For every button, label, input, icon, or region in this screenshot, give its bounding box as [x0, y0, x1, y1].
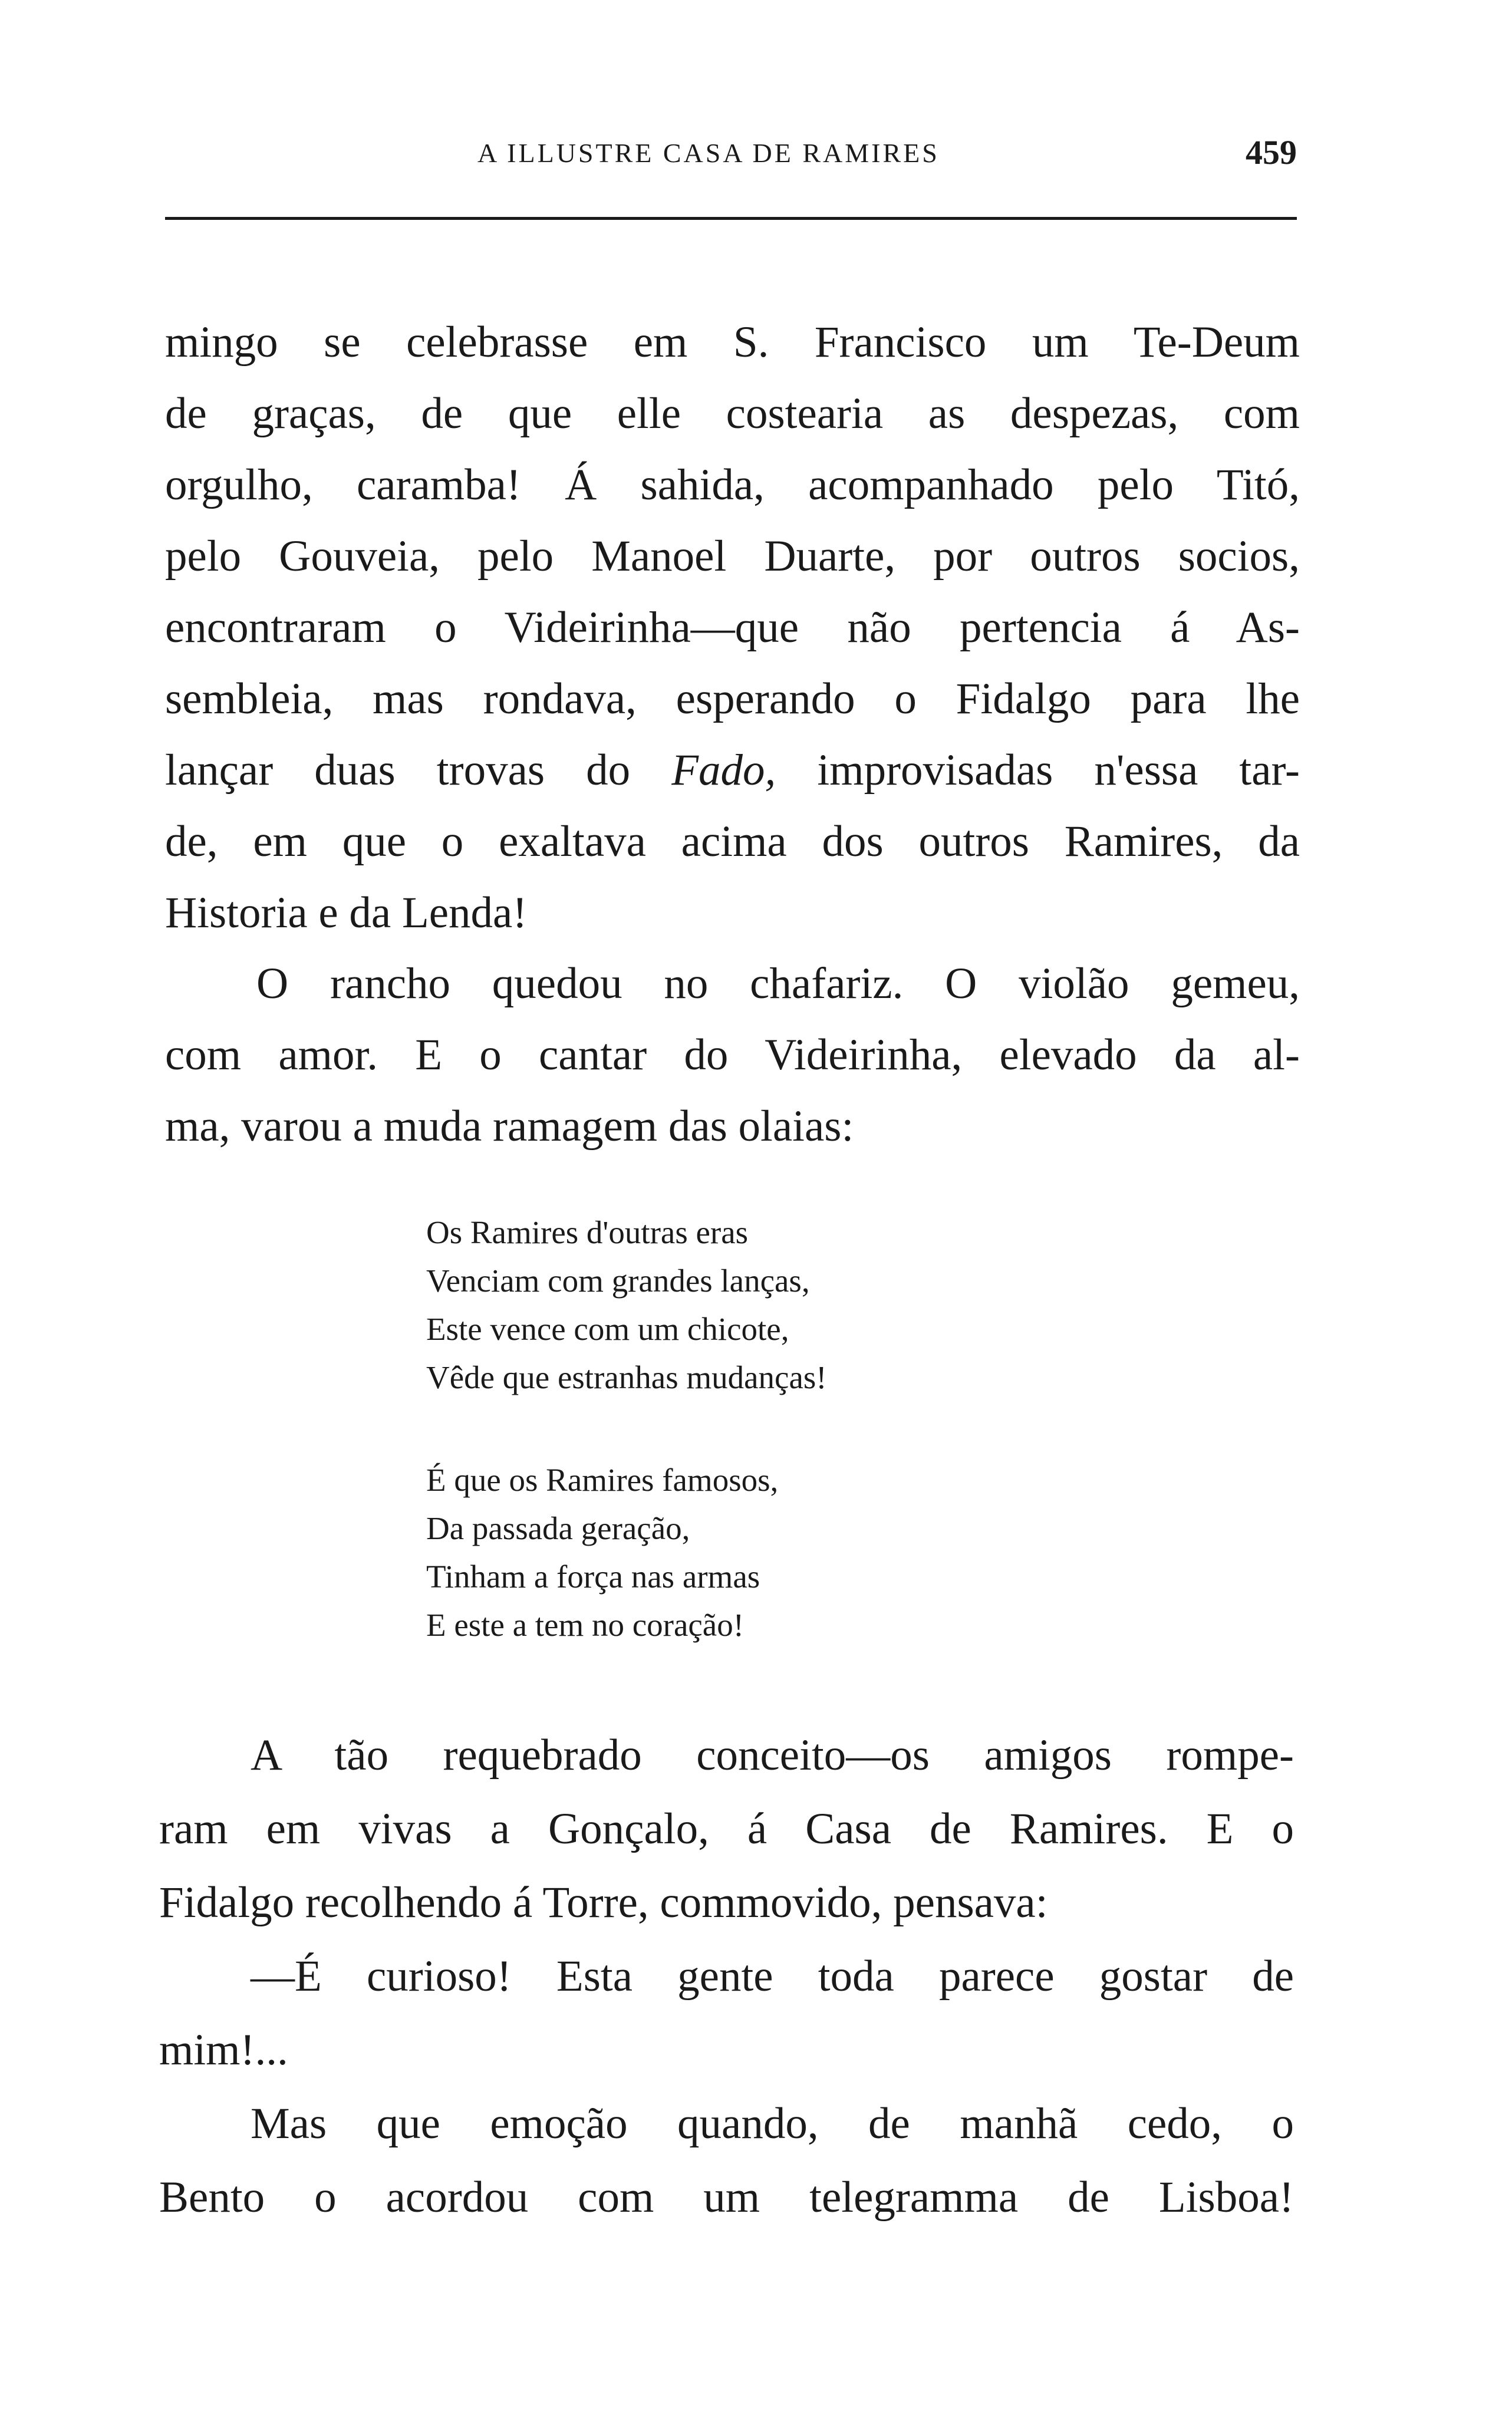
text-line: Mas que emoção quando, de manhã cedo, o	[251, 2099, 1294, 2148]
page-number: 459	[1246, 133, 1297, 172]
text-line: orgulho, caramba! Á sahida, acompanhado pelo Titó,	[165, 460, 1300, 509]
text-line: mim!...	[159, 2025, 288, 2074]
verse-line: Este vence com um chicote,	[426, 1311, 789, 1347]
text-line: O rancho quedou no chafariz. O violão gemeu,	[256, 959, 1300, 1008]
text-line	[165, 734, 1300, 806]
text-line: Fidalgo recolhendo á Torre, commovido, pensava:	[159, 1878, 1048, 1927]
verse-line: Da passada geração,	[426, 1510, 690, 1546]
verse-line: E este a tem no coração!	[426, 1607, 745, 1643]
text-line: pelo Gouveia, pelo Manoel Duarte, por outros socios,	[165, 532, 1300, 581]
verse-line: Tinham a força nas armas	[426, 1559, 760, 1595]
italic-word: Fado,	[671, 746, 776, 795]
verse-stanza-2	[426, 1456, 1016, 1649]
paragraph-1	[165, 307, 1300, 948]
text-segment: improvisadas n'essa tar-	[817, 746, 1300, 795]
verse-line: Venciam com grandes lanças,	[426, 1263, 810, 1299]
text-line: ram em vivas a Gonçalo, á Casa de Ramires. E o	[159, 1804, 1294, 1853]
text-line: de, em que o exaltava acima dos outros Ramires, da	[165, 817, 1300, 866]
text-segment: lançar duas trovas do	[165, 746, 631, 795]
text-line: mingo se celebrasse em S. Francisco um Te-Deum	[165, 318, 1300, 367]
text-line: sembleia, mas rondava, esperando o Fidalgo para lhe	[165, 674, 1300, 723]
paragraph-2	[165, 948, 1300, 1162]
verse-line: Vêde que estranhas mudanças!	[426, 1359, 827, 1395]
paragraph-5	[159, 2087, 1294, 2234]
verse-line: Os Ramires d'outras eras	[426, 1214, 749, 1250]
paragraph-4	[159, 1939, 1294, 2087]
text-line: —É curioso! Esta gente toda parece gostar de	[251, 1952, 1294, 2001]
text-line: Bento o acordou com um telegramma de Lisboa!	[159, 2173, 1294, 2222]
text-line: ma, varou a muda ramagem das olaias:	[165, 1102, 854, 1151]
paragraph-3	[159, 1718, 1294, 1939]
header-rule	[165, 217, 1297, 220]
text-line: com amor. E o cantar do Videirinha, elevado da al-	[165, 1030, 1300, 1079]
text-line: encontraram o Videirinha—que não pertencia á As-	[165, 603, 1300, 652]
page-header	[165, 133, 1297, 180]
verse-line: É que os Ramires famosos,	[426, 1462, 779, 1498]
text-line: A tão requebrado conceito—os amigos rompe-	[251, 1731, 1294, 1780]
verse-stanza-1	[426, 1208, 1016, 1402]
text-line: de graças, de que elle costearia as despezas, com	[165, 389, 1300, 438]
running-title: A ILLUSTRE CASA DE RAMIRES	[477, 138, 940, 168]
text-line: Historia e da Lenda!	[165, 888, 528, 937]
